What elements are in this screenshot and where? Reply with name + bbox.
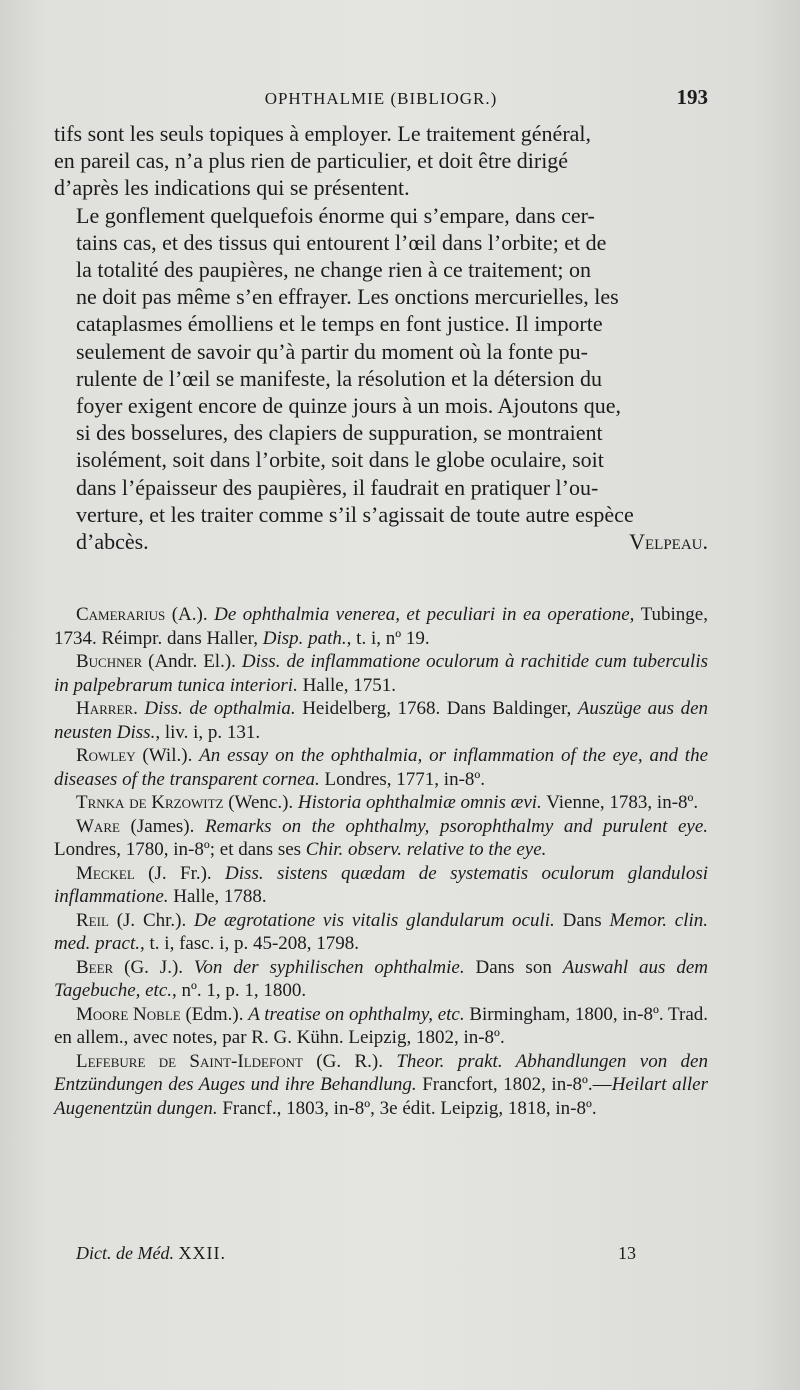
text-line: dans l’épaisseur des paupières, il faudrait en pratiquer l’ou- — [76, 474, 599, 500]
bibliography-entry — [54, 650, 708, 697]
bib-title: Theor. prakt. Abhandlungen von den Entzündungen des Auges und ihre Behandlung. — [54, 1050, 708, 1095]
bib-text: Tubinge, 1734. Réimpr. dans Haller, — [54, 604, 708, 649]
bib-title: An essay on the ophthalmia, or inflammation of the eye, and the diseases of the transparent cornea. — [54, 745, 709, 790]
bib-author: Lefebure de Saint-Ildefont — [76, 1050, 303, 1072]
page-footer — [76, 1243, 636, 1269]
bibliography-entry — [54, 909, 708, 956]
paragraph-1 — [54, 120, 708, 202]
bibliography-entry — [54, 697, 708, 744]
page-header — [54, 85, 708, 115]
bib-title: Historia ophthalmiæ omnis ævi. — [297, 792, 542, 813]
bib-text: Dans — [554, 909, 610, 931]
bib-text: Birmingham, 1800, in-8º. Trad. en allem., avec notes, par R. G. Kühn. Leipzig, 1802, in-8º. — [54, 1003, 709, 1048]
bib-title: Diss. de opthalmia. — [144, 698, 296, 719]
bib-title: Remarks on the ophthalmy, psorophthalmy and purulent eye. — [204, 815, 709, 837]
text-line: Le gonflement quelquefois énorme qui s’empare, dans cer- — [76, 202, 595, 228]
text-line: ne doit pas même s’en effrayer. Les onctions mercurielles, les — [76, 284, 619, 310]
bibliography-entry — [54, 1050, 708, 1121]
gathering-number: 13 — [618, 1243, 636, 1263]
text-line: d’après les indications qui se présentent. — [54, 175, 410, 201]
bib-text: , liv. i, p. 131. — [155, 721, 261, 743]
bib-author: Moore Noble — [76, 1003, 181, 1025]
text-line: foyer exigent encore de quinze jours à un mois. Ajoutons que, — [76, 393, 621, 419]
bib-text: (G. R.). — [302, 1050, 397, 1072]
bib-text: (Edm.). — [180, 1003, 249, 1025]
bibliography — [54, 603, 708, 1120]
bib-title: Disp. path. — [262, 627, 347, 649]
bib-text: Heidelberg, 1768. Dans Baldinger, — [295, 698, 578, 719]
running-title: OPHTHALMIE (BIBLIOGR.) — [264, 89, 498, 108]
bib-text: (James). — [119, 815, 205, 837]
bib-text: (Wenc.). — [223, 792, 298, 813]
bib-author: Reil — [76, 909, 109, 931]
text-line: verture, et les traiter comme s’il s’agissait de toute autre espèce — [76, 501, 634, 527]
volume-number: XXII. — [178, 1243, 226, 1263]
bib-text: (Wil.). — [135, 745, 200, 766]
bib-title: De ophthalmia venerea, et peculiari in ea operatione, — [214, 604, 635, 625]
bib-author: Ware — [76, 815, 120, 837]
text-line: tifs sont les seuls topiques à employer. Le traitement général, — [54, 121, 592, 146]
bib-author: Harrer. — [76, 698, 138, 719]
bibliography-entry — [54, 956, 708, 1003]
bib-title: Auszüge aus den neusten Diss. — [54, 698, 709, 743]
printer-signature — [76, 1243, 226, 1264]
bib-title: Diss. de inflammatione oculorum à rachitide cum tuberculis in palpebrarum tunica interiori. — [54, 651, 708, 696]
bib-text: (J. Chr.). — [108, 909, 195, 931]
bibliography-entry — [54, 1003, 708, 1050]
bib-title: A treatise on ophthalmy, etc. — [248, 1003, 465, 1025]
bib-text: Londres, 1780, in-8º; et dans ses — [54, 839, 306, 860]
bib-text: (G. J.). — [113, 956, 194, 978]
bib-text: (Andr. El.). — [142, 651, 242, 672]
text-line: cataplasmes émolliens et le temps en font justice. Il importe — [76, 311, 603, 337]
bib-text: Halle, 1751. — [297, 674, 396, 696]
bib-title: Diss. sistens quædam de systematis oculorum glandulosi inflammatione. — [54, 862, 708, 907]
bib-text: , t. i, fasc. i, p. 45-208, 1798. — [140, 933, 360, 954]
text-line: d’abcès. — [76, 529, 149, 555]
bib-text: (J. Fr.). — [134, 862, 226, 884]
bib-title: Auswahl aus dem Tagebuche, etc. — [54, 956, 708, 1001]
bib-title: Von der syphilischen ophthalmie. — [193, 956, 465, 978]
bib-author: Meckel — [76, 862, 135, 884]
dictionary-abbrev: Dict. de Méd. — [76, 1243, 174, 1263]
bib-text: Halle, 1788. — [168, 886, 267, 907]
bibliography-entry — [54, 862, 708, 909]
bib-author: Rowley — [76, 745, 136, 766]
bib-author: Trnka de Krzowitz — [76, 792, 224, 813]
paragraph-2 — [54, 202, 708, 556]
bibliography-entry — [54, 744, 708, 791]
text-line: si des bosselures, des clapiers de suppuration, se montraient — [76, 420, 603, 446]
text-line: seulement de savoir qu’à partir du moment où la fonte pu- — [76, 338, 588, 364]
bib-title: De ægrotatione vis vitalis glandularum oculi. — [194, 909, 555, 931]
bib-title: Heilart aller Augenentzün dungen. — [54, 1074, 708, 1119]
bib-author: Buchner — [76, 651, 143, 672]
bib-title: Memor. clin. med. pract. — [54, 909, 709, 954]
text-line: la totalité des paupières, ne change rien à ce traitement; on — [76, 257, 591, 283]
bibliography-entry — [54, 791, 708, 815]
text-line: en pareil cas, n’a plus rien de particulier, et doit être dirigé — [54, 148, 569, 174]
text-line: rulente de l’œil se manifeste, la résolution et la détersion du — [76, 365, 603, 391]
bib-text: , t. i, nº 19. — [346, 627, 430, 649]
bib-text: Londres, 1771, in-8º. — [319, 768, 486, 790]
bib-text: (A.). — [165, 604, 215, 625]
text-line: tains cas, et des tissus qui entourent l’œil dans l’orbite; et de — [76, 229, 607, 255]
bib-text: Vienne, 1783, in-8º. — [541, 792, 699, 813]
bib-text: Francfort, 1802, in-8º.— — [416, 1074, 612, 1095]
main-text — [54, 120, 708, 555]
page-number: 193 — [676, 85, 708, 109]
bibliography-entry — [54, 815, 708, 862]
author-signature: Velpeau. — [629, 529, 708, 555]
bib-text: , nº. 1, p. 1, 1800. — [172, 980, 307, 1001]
bib-author: Beer — [76, 956, 114, 978]
bib-text: Dans son — [464, 956, 563, 978]
bib-title: Chir. observ. relative to the eye. — [305, 839, 547, 860]
bibliography-entry — [54, 603, 708, 650]
bib-author: Camerarius — [76, 604, 166, 625]
text-line: isolément, soit dans l’orbite, soit dans le globe oculaire, soit — [76, 447, 604, 473]
bib-text: Francf., 1803, in-8º, 3e édit. Leipzig, 1818, in-8º. — [217, 1097, 597, 1119]
